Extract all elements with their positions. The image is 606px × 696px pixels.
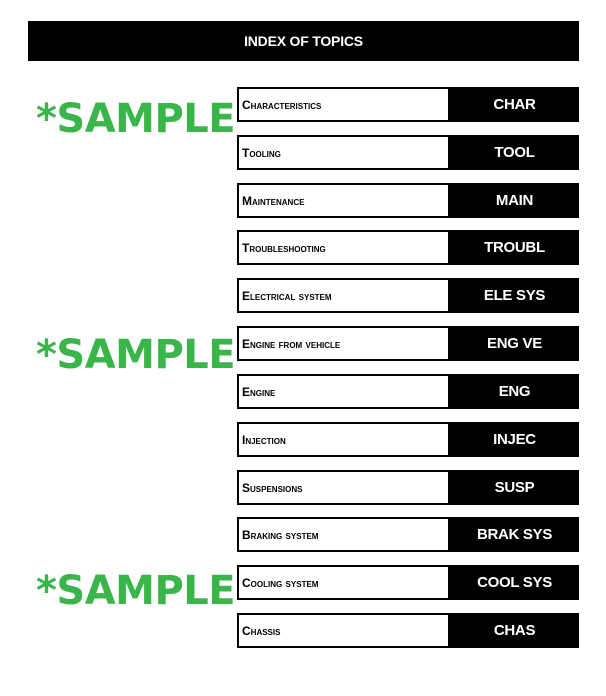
topic-name[interactable]: Tooling — [237, 135, 450, 170]
topic-row-engine[interactable] — [237, 374, 579, 409]
topic-name[interactable]: Electrical system — [237, 278, 450, 313]
topic-code[interactable]: CHAS — [450, 613, 579, 648]
topic-name[interactable]: Troubleshooting — [237, 230, 450, 265]
topic-code[interactable]: ELE SYS — [450, 278, 579, 313]
topic-row-maintenance[interactable] — [237, 183, 579, 218]
topic-code[interactable]: BRAK SYS — [450, 517, 579, 552]
topic-code[interactable]: CHAR — [450, 87, 579, 122]
topic-code[interactable]: INJEC — [450, 422, 579, 457]
topic-name[interactable]: Suspensions — [237, 470, 450, 505]
sample-watermark: *SAMPLE — [36, 96, 236, 142]
topic-name[interactable]: Chassis — [237, 613, 450, 648]
topic-code[interactable]: ENG — [450, 374, 579, 409]
topic-row-suspensions[interactable] — [237, 470, 579, 505]
topic-name[interactable]: Cooling system — [237, 565, 450, 600]
topic-row-troubleshooting[interactable] — [237, 230, 579, 265]
topic-row-tooling[interactable] — [237, 135, 579, 170]
sample-watermark: *SAMPLE — [36, 332, 236, 378]
topic-row-injection[interactable] — [237, 422, 579, 457]
sample-watermark: *SAMPLE — [36, 568, 236, 614]
topic-code[interactable]: ENG VE — [450, 326, 579, 361]
topic-name[interactable]: Engine from vehicle — [237, 326, 450, 361]
topic-row-braking-system[interactable] — [237, 517, 579, 552]
topic-name[interactable]: Injection — [237, 422, 450, 457]
topic-code[interactable]: COOL SYS — [450, 565, 579, 600]
topic-row-electrical-system[interactable] — [237, 278, 579, 313]
topic-row-characteristics[interactable] — [237, 87, 579, 122]
topic-row-cooling-system[interactable] — [237, 565, 579, 600]
topic-name[interactable]: Maintenance — [237, 183, 450, 218]
topic-name[interactable]: Engine — [237, 374, 450, 409]
topic-name[interactable]: Characteristics — [237, 87, 450, 122]
topic-code[interactable]: TROUBL — [450, 230, 579, 265]
topic-name[interactable]: Braking system — [237, 517, 450, 552]
topic-row-engine-from-vehicle[interactable] — [237, 326, 579, 361]
topic-code[interactable]: MAIN — [450, 183, 579, 218]
index-title: INDEX OF TOPICS — [244, 33, 363, 49]
index-header — [28, 21, 579, 61]
topic-code[interactable]: TOOL — [450, 135, 579, 170]
topic-row-chassis[interactable] — [237, 613, 579, 648]
topic-code[interactable]: SUSP — [450, 470, 579, 505]
